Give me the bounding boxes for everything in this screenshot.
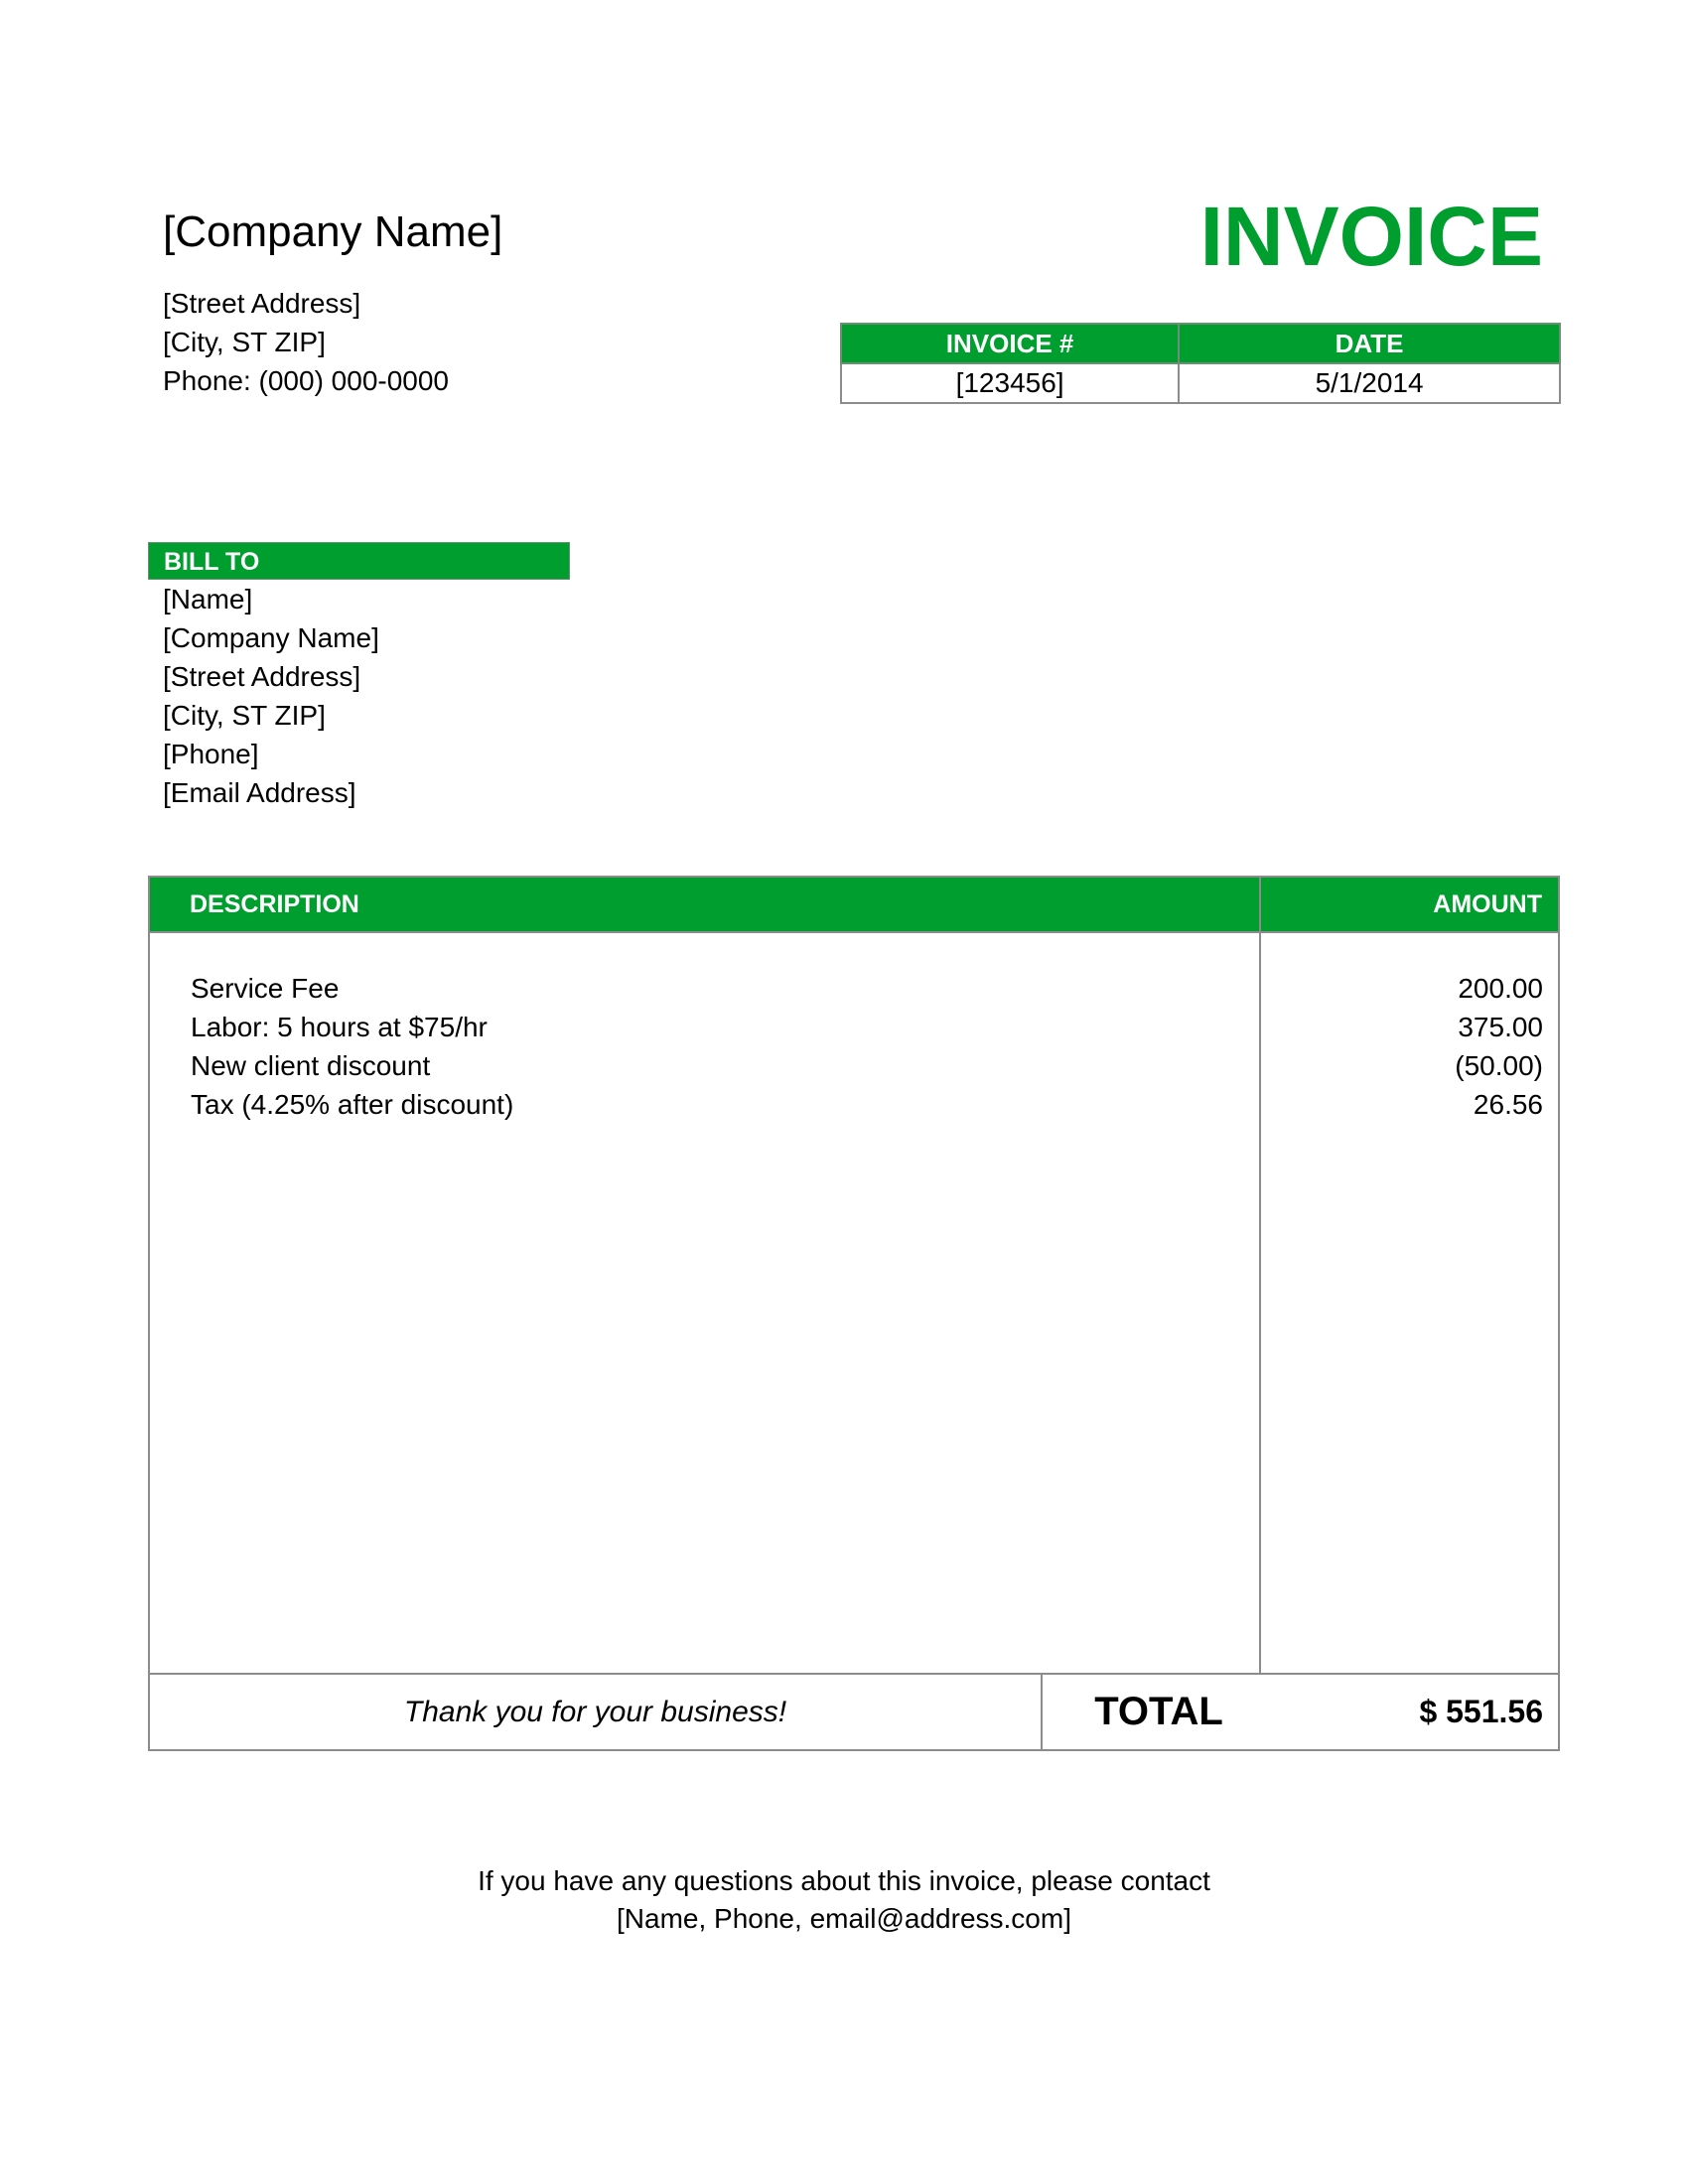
column-divider	[1259, 878, 1261, 1675]
invoice-number-header: INVOICE #	[841, 324, 1179, 363]
bill-to-header: BILL TO	[148, 542, 570, 580]
bill-to-phone: [Phone]	[163, 739, 259, 769]
footer-contact-details: [Name, Phone, email@address.com]	[617, 1903, 1071, 1934]
line-item-amount: 375.00	[1458, 1012, 1543, 1042]
bill-to-company: [Company Name]	[163, 622, 379, 653]
company-name: [Company Name]	[163, 207, 503, 256]
line-item-amount: 200.00	[1458, 973, 1543, 1004]
bill-to-street: [Street Address]	[163, 661, 361, 692]
line-item-description: Service Fee	[191, 973, 340, 1004]
amount-column-header: AMOUNT	[1433, 890, 1542, 918]
line-item-amount: 26.56	[1473, 1089, 1543, 1120]
thank-you-note: Thank you for your business!	[403, 1696, 787, 1728]
invoice-number-value: [123456]	[841, 363, 1179, 403]
line-items-header	[150, 878, 1558, 931]
date-header: DATE	[1179, 324, 1560, 363]
company-street: [Street Address]	[163, 288, 361, 319]
company-phone: Phone: (000) 000-0000	[163, 365, 449, 396]
bill-to-name: [Name]	[163, 584, 253, 614]
company-city: [City, ST ZIP]	[163, 327, 326, 357]
total-label: TOTAL	[1094, 1690, 1223, 1733]
date-value: 5/1/2014	[1179, 363, 1560, 403]
bill-to-city: [City, ST ZIP]	[163, 700, 326, 731]
footer-contact-line: If you have any questions about this invoice, please contact	[478, 1865, 1210, 1896]
line-item-description: Tax (4.25% after discount)	[191, 1089, 514, 1120]
description-column-header: DESCRIPTION	[190, 890, 359, 918]
invoice-meta-table	[840, 323, 1561, 404]
total-value: $ 551.56	[1419, 1694, 1543, 1729]
line-item-description: New client discount	[191, 1050, 431, 1081]
header-divider	[150, 931, 1558, 933]
invoice-title: INVOICE	[1199, 190, 1543, 283]
bill-to-email: [Email Address]	[163, 777, 356, 808]
line-item-description: Labor: 5 hours at $75/hr	[191, 1012, 488, 1042]
line-item-amount: (50.00)	[1455, 1050, 1543, 1081]
